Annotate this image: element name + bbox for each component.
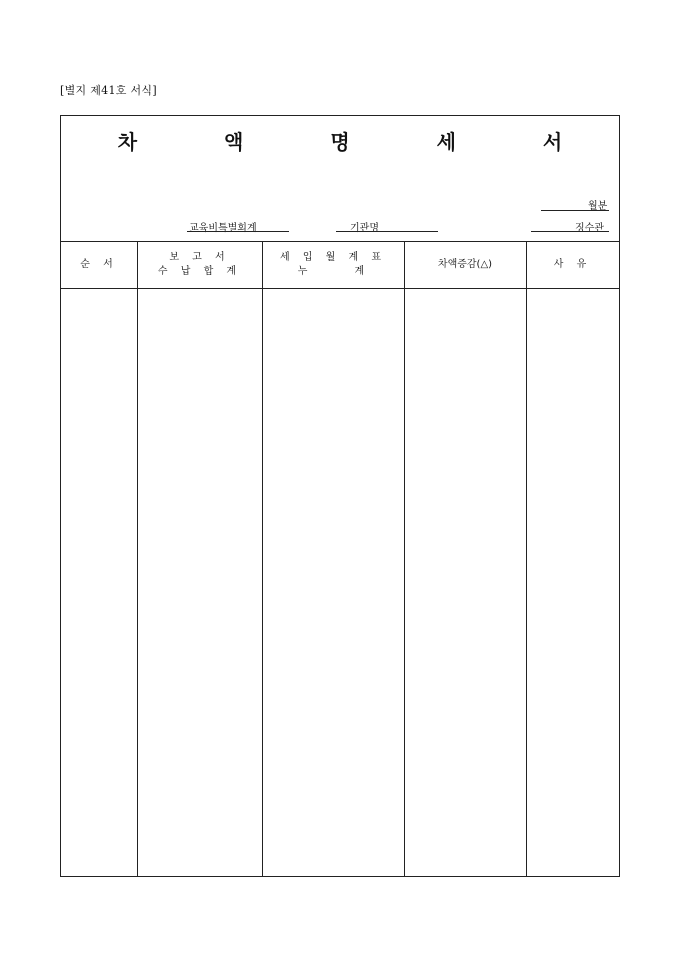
header-monthly-sum-line2: 누 계: [297, 266, 369, 277]
header-report-total-line1: 보 고 서: [169, 252, 230, 263]
table-header-row: [61, 241, 619, 289]
header-difference-label: 차액증감(△): [437, 259, 493, 270]
column-divider: [404, 241, 405, 876]
column-divider: [526, 241, 527, 876]
header-report-total: [137, 242, 262, 288]
column-divider: [262, 241, 263, 876]
document-title: 차 액 명 세 서: [117, 130, 603, 154]
statement-form: [60, 115, 620, 877]
agency-underline: [336, 231, 438, 232]
account-label: 교육비특별회계: [189, 223, 257, 234]
header-monthly-sum-line1: 세 입 월 계 표: [279, 252, 386, 263]
header-report-total-line2: 수 납 합 계: [157, 266, 242, 277]
column-divider: [137, 241, 138, 876]
header-difference: [404, 242, 526, 288]
account-underline: [187, 231, 289, 232]
header-order: [61, 242, 137, 288]
agency-label: 기관명: [350, 223, 379, 234]
month-label: 월분: [588, 201, 608, 212]
collector-label: 징수관: [575, 223, 604, 234]
collector-underline: [531, 231, 609, 232]
month-underline: [541, 210, 609, 211]
header-monthly-sum: [262, 242, 404, 288]
header-reason: [526, 242, 619, 288]
form-number-label: [별지 제41호 서식]: [60, 84, 157, 97]
header-reason-label: 사 유: [553, 259, 592, 270]
header-order-label: 순 서: [80, 259, 118, 270]
